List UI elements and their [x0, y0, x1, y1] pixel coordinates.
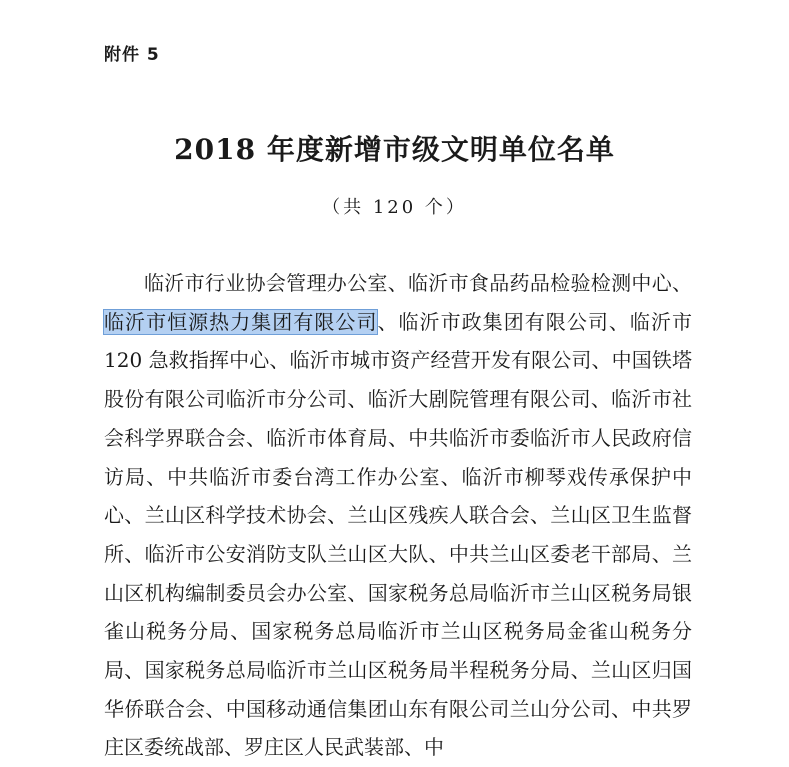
attachment-label: 附件 5 [104, 45, 160, 65]
body-text-after[interactable]: 、临沂市政集团有限公司、临沂市 120 急救指挥中心、临沂市城市资产经营开发有限公司、中国铁塔股份有限公司临沂市分公司、临沂大剧院管理有限公司、临沂市社会科学界联合会、临沂市体育局、中共临沂市委临沂市人民政府信访局、中共临沂市委台湾工作办公室、临沂市柳琴戏传承保护中心、兰山区科学技术协会、兰山区残疾人联合会、兰山区卫生监督所、临沂市公安消防支队兰山区大队、中共兰山区委老干部局、兰山区机构编制委员会办公室、国家税务总局临沂市兰山区税务局银雀山税务分局、国家税务总局临沂市兰山区税务局金雀山税务分局、国家税务总局临沂市兰山区税务局半程税务分局、兰山区归国华侨联合会、中国移动通信集团山东有限公司兰山分公司、中共罗庄区委统战部、罗庄区人民武装部、中 [104, 309, 693, 760]
document-subtitle: （共 120 个） [322, 197, 467, 218]
selected-text-highlight[interactable]: 临沂市恒源热力集团有限公司 [104, 309, 378, 334]
document-title: 2018 年度新增市级文明单位名单 [174, 133, 615, 166]
body-text-before[interactable]: 临沂市行业协会管理办公室、临沂市食品药品检验检测中心、 [144, 271, 692, 295]
unit-list-paragraph[interactable] [104, 264, 692, 767]
